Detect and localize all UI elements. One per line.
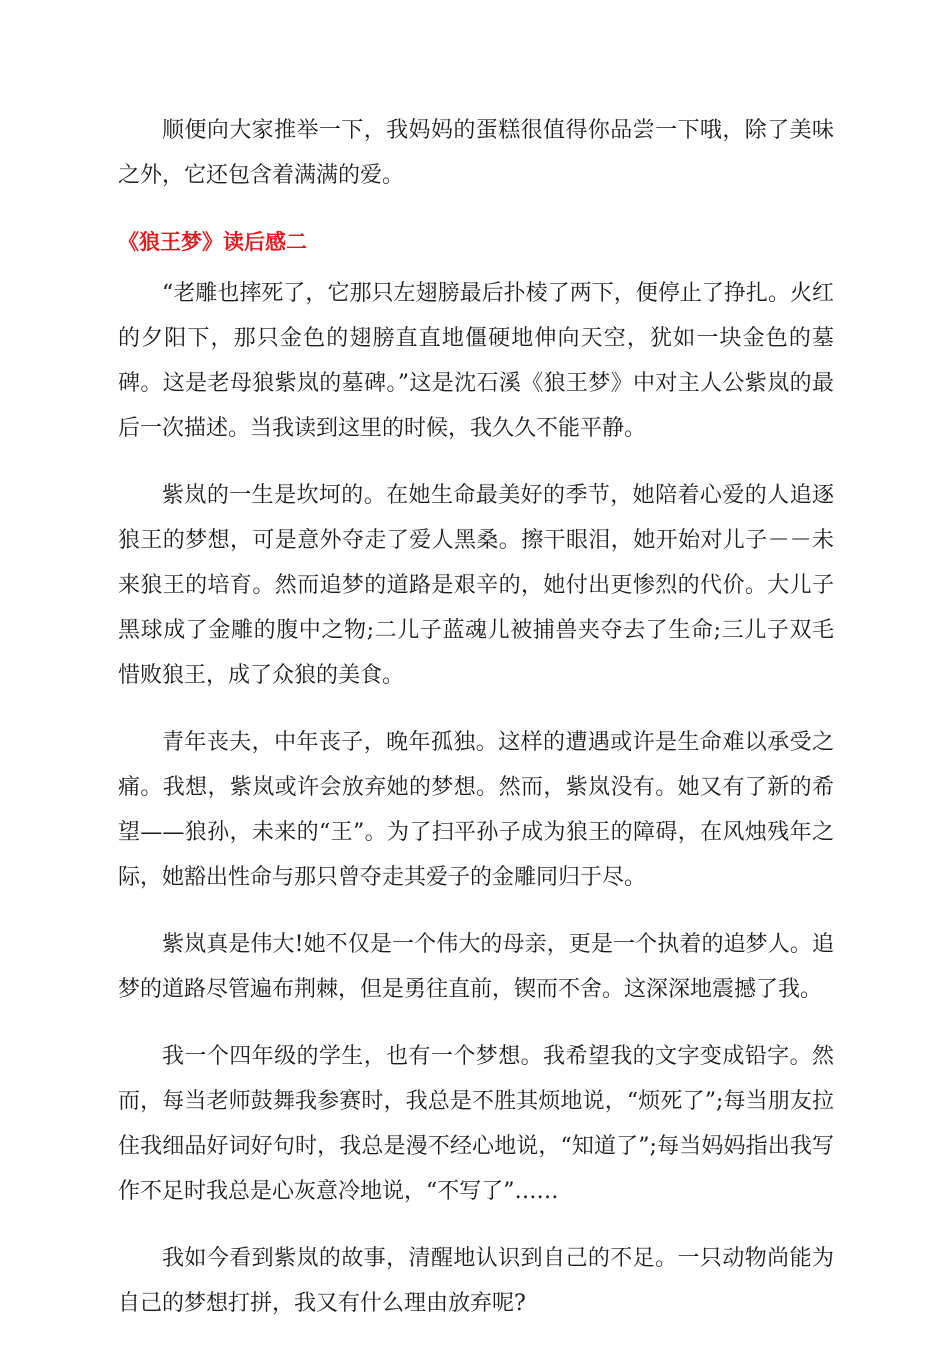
paragraph-4: 紫岚真是伟大!她不仅是一个伟大的母亲，更是一个执着的追梦人。追梦的道路尽管遍布荆棘，但是勇往直前，锲而不舍。这深深地震撼了我。 bbox=[118, 932, 834, 1002]
intro-paragraph: 顺便向大家推举一下，我妈妈的蛋糕很值得你品尝一下哦，除了美味之外，它还包含着满满的爱。 bbox=[118, 118, 834, 188]
section-heading: 《狼王梦》读后感二 bbox=[118, 230, 307, 254]
document-body bbox=[118, 108, 834, 1348]
paragraph-2: 紫岚的一生是坎坷的。在她生命最美好的季节，她陪着心爱的人追逐狼王的梦想，可是意外夺走了爱人黑桑。擦干眼泪，她开始对儿子－－未来狼王的培育。然而追梦的道路是艰辛的，她付出更惨烈的代价。大儿子黑球成了金雕的腹中之物;二儿子蓝魂儿被捕兽夹夺去了生命;三儿子双毛惜败狼王，成了众狼的美食。 bbox=[118, 483, 834, 688]
paragraph-5: 我一个四年级的学生，也有一个梦想。我希望我的文字变成铅字。然而，每当老师鼓舞我参赛时，我总是不胜其烦地说，“烦死了”;每当朋友拉住我细品好词好句时，我总是漫不经心地说，“知道了”;每当妈妈指出我写作不足时我总是心灰意冷地说，“不写了”…… bbox=[118, 1044, 834, 1204]
paragraph-6: 我如今看到紫岚的故事，清醒地认识到自己的不足。一只动物尚能为自己的梦想打拼，我又有什么理由放弃呢? bbox=[118, 1246, 834, 1316]
paragraph-3: 青年丧夫，中年丧子，晚年孤独。这样的遭遇或许是生命难以承受之痛。我想，紫岚或许会放弃她的梦想。然而，紫岚没有。她又有了新的希望——狼孙，未来的“王”。为了扫平孙子成为狼王的障碍，在风烛残年之际，她豁出性命与那只曾夺走其爱子的金雕同归于尽。 bbox=[118, 730, 834, 890]
paragraph-1: “老雕也摔死了，它那只左翅膀最后扑棱了两下，便停止了挣扎。火红的夕阳下，那只金色的翅膀直直地僵硬地伸向天空，犹如一块金色的墓碑。这是老母狼紫岚的墓碑。”这是沈石溪《狼王梦》中对主人公紫岚的最后一次描述。当我读到这里的时候，我久久不能平静。 bbox=[118, 281, 834, 441]
